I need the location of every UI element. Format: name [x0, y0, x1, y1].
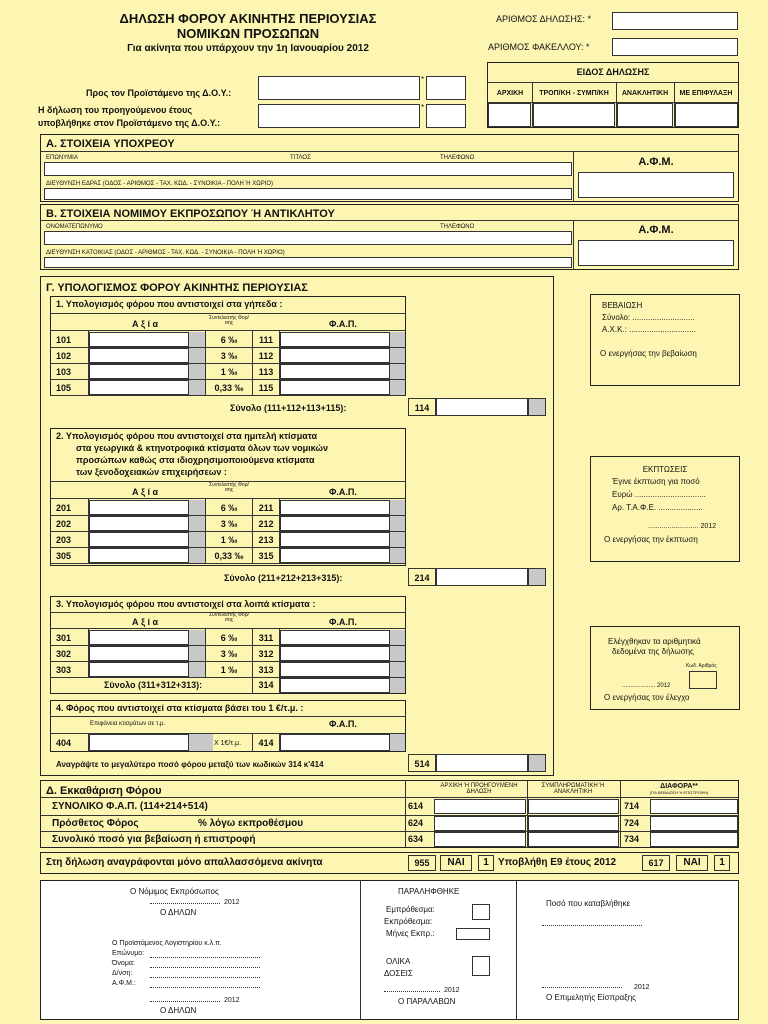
- table1-coef: Συντελεστής Φορ/σης: [209, 315, 249, 326]
- table3-row-out-code: 311: [258, 633, 274, 643]
- e9-code: 617: [648, 858, 664, 868]
- table2-row-value-field[interactable]: [89, 516, 189, 531]
- discount-officer: Ο ενεργήσας την έκπτωση: [604, 535, 698, 544]
- table4-title: 4. Φόρος που αντιστοιχεί στα κτίσματα βάσει του 1 €/τ.μ. :: [56, 703, 304, 713]
- table4-code: 404: [56, 738, 72, 748]
- acc-name: Όνομα:: [112, 960, 135, 967]
- table4-area-field[interactable]: [89, 734, 189, 751]
- collector-label: Ο Επιμελητής Είσπραξης: [546, 993, 637, 1002]
- table1-row-code: 102: [56, 351, 72, 361]
- a-phone-label: ΤΗΛΕΦΩΝΟ: [440, 155, 475, 161]
- doy-star: *: [421, 75, 425, 84]
- d-row-code-3: 734: [624, 834, 640, 844]
- table1-row-rate: 1 ‰: [220, 367, 238, 377]
- table3-row-fap-field[interactable]: [280, 662, 390, 677]
- table2-row-rate: 3 ‰: [220, 519, 238, 529]
- table2-row-fap-field[interactable]: [280, 500, 390, 515]
- max-field[interactable]: [436, 754, 528, 772]
- discount-date: .......................... 2012: [648, 523, 717, 530]
- table1-total-code: 114: [414, 403, 430, 413]
- table4-area-label: Επιφάνεια κτισμάτων σε τ.μ.: [90, 721, 166, 727]
- confirm-officer: Ο ενεργήσας την βεβαίωση: [600, 349, 697, 358]
- check-line-2: δεδομένα της δήλωσης: [612, 647, 694, 656]
- form-subtitle: Για ακίνητα που υπάρχουν την 1η Ιανουαρίου 2012: [127, 43, 369, 54]
- table1-row-rate: 3 ‰: [220, 351, 238, 361]
- d-row-field-2[interactable]: [528, 799, 619, 814]
- table1-axia: Α ξ ί α: [131, 319, 159, 329]
- d-row-label: Συνολικό ποσό για βεβαίωση ή επιστροφή: [52, 834, 256, 845]
- b-afm-field[interactable]: [578, 240, 734, 266]
- section-d-title: Δ. Εκκαθάριση Φόρου: [46, 785, 162, 797]
- collector-year: 2012: [634, 984, 650, 991]
- table2-row-rate: 6 ‰: [220, 503, 238, 513]
- table2-row-value-field[interactable]: [89, 548, 189, 563]
- prev-doy-label-2: υποβλήθηκε στον Προϊστάμενο της Δ.Ο.Υ.:: [38, 118, 221, 128]
- prev-doy-code-field[interactable]: [426, 104, 466, 128]
- late-months-label: Μήνες Εκπρ.:: [386, 929, 435, 938]
- table2-row-fap-field[interactable]: [280, 548, 390, 563]
- d-row-extra: % λόγω εκπροθέσμου: [198, 817, 304, 829]
- total-check[interactable]: [472, 956, 490, 976]
- form-title-2: ΝΟΜΙΚΩΝ ΠΡΟΣΩΠΩΝ: [176, 26, 320, 41]
- doy-label: Προς τον Προϊστάμενο της Δ.Ο.Υ.:: [86, 88, 232, 98]
- table2-title-3: προσώπων καθώς στα ιδιοχρησιμοποιούμενα κτίσματα: [76, 455, 315, 465]
- d-row-code-1: 634: [408, 834, 424, 844]
- late-months-field[interactable]: [456, 928, 490, 940]
- table2-axia: Α ξ ί α: [131, 487, 159, 497]
- table3-row-value-field[interactable]: [89, 630, 189, 645]
- b-afm-label: Α.Φ.Μ.: [638, 224, 674, 236]
- discount-title: ΕΚΠΤΩΣΕΙΣ: [642, 465, 688, 474]
- d-row-code-3: 724: [624, 817, 640, 828]
- table3-row-code: 301: [56, 633, 72, 643]
- table1-row-code: 103: [56, 367, 72, 377]
- table1-fap: Φ.Α.Π.: [329, 319, 357, 329]
- installments-label: ΔΟΣΕΙΣ: [384, 969, 413, 978]
- table1-row-fap-field[interactable]: [280, 364, 390, 379]
- prev-doy-star: *: [421, 103, 425, 112]
- table1-row-out-code: 111: [258, 335, 274, 345]
- table3-row-value-field[interactable]: [89, 662, 189, 677]
- d-row-field-3[interactable]: [650, 799, 738, 814]
- received-title: ΠΑΡΑΛΗΦΘΗΚΕ: [398, 887, 460, 896]
- decl-type-reserve: ΜΕ ΕΠΙΦΥΛΑΞΗ: [679, 90, 733, 97]
- table4-fap: Φ.Α.Π.: [329, 719, 357, 729]
- table2-row-rate: 1 ‰: [220, 535, 238, 545]
- table1-row-rate: 0,33 ‰: [214, 383, 244, 393]
- discount-line-3: Αρ. Τ.Α.Φ.Ε. ....................: [612, 503, 703, 512]
- table2-title-2: στα γεωργικά & κτηνοτροφικά κτίσματα όλων των νομικών: [76, 443, 328, 453]
- table2-total-label: Σύνολο (211+212+213+315):: [224, 573, 343, 583]
- a-address-label: ΔΙΕΥΘΥΝΣΗ ΕΔΡΑΣ (ΟΔΟΣ - ΑΡΙΘΜΟΣ - ΤΑΧ. ΚΩΔ. - ΣΥΝΟΙΚΙΑ - ΠΟΛΗ Ή ΧΩΡΙΟ): [46, 181, 274, 187]
- d-row-code-1: 624: [408, 817, 424, 828]
- exempt-1: 1: [483, 857, 489, 868]
- table1-row-out-code: 115: [258, 383, 274, 393]
- table1-total-label: Σύνολο (111+112+113+115):: [230, 403, 347, 413]
- decl-type-initial-check[interactable]: [488, 103, 531, 127]
- d-row-field-1[interactable]: [434, 832, 526, 847]
- declarant-year: 2012: [224, 997, 240, 1004]
- discount-line-2: Ευρώ ................................: [612, 490, 706, 499]
- legal-rep-label: Ο Νόμιμος Εκπρόσωπος: [130, 887, 219, 896]
- d-row-code-1: 614: [408, 801, 424, 811]
- table2-row-value-field[interactable]: [89, 500, 189, 515]
- a-afm-field[interactable]: [578, 172, 734, 198]
- d-col3: ΔΙΑΦΟΡΑ**: [660, 783, 698, 790]
- decl-type-title: ΕΙΔΟΣ ΔΗΛΩΣΗΣ: [576, 67, 650, 77]
- table2-coef: Συντελεστής Φορ/σης: [209, 482, 249, 493]
- section-a-title: Α. ΣΤΟΙΧΕΙΑ ΥΠΟΧΡΕΟΥ: [46, 138, 175, 150]
- table2-row-out-code: 212: [258, 519, 274, 529]
- d-row-code-3: 714: [624, 801, 640, 811]
- table4-mult: Χ 1€/τ.μ.: [214, 740, 242, 747]
- a-title-label: ΤΙΤΛΟΣ: [290, 155, 311, 161]
- declarant-2: Ο ΔΗΛΩΝ: [160, 1006, 197, 1015]
- d-col3-sub: (ΓΙΑ ΒΕΒΑΙΩΣΗ Ή ΕΠΙΣΤΡΟΦΗ): [649, 790, 709, 795]
- decl-type-reserve-check[interactable]: [675, 103, 738, 127]
- confirm-title: ΒΕΒΑΙΩΣΗ: [602, 301, 643, 310]
- d-col2: ΣΥΜΠΛΗΡΩΜΑΤΙΚΗ Ή ΑΝΑΚΛΗΤΙΚΗ: [541, 783, 605, 796]
- max-label: Αναγράψτε το μεγαλύτερο ποσό φόρου μεταξύ των κωδικών 314 κ'414: [56, 760, 324, 769]
- e9-1: 1: [719, 857, 725, 868]
- table1-title: 1. Υπολογισμός φόρου που αντιστοιχεί στα γήπεδα :: [56, 299, 283, 309]
- on-time-label: Εμπρόθεσμα:: [386, 905, 435, 914]
- table3-fap: Φ.Α.Π.: [329, 617, 357, 627]
- declarant-1: Ο ΔΗΛΩΝ: [160, 908, 197, 917]
- discount-line-1: Έγινε έκπτωση για ποσό: [612, 477, 700, 486]
- decl-no-field[interactable]: [612, 12, 738, 30]
- table3-total-label: Σύνολο (311+312+313):: [104, 680, 203, 690]
- a-name-field[interactable]: [44, 162, 572, 176]
- table3-row-fap-field[interactable]: [280, 630, 390, 645]
- late-label: Εκπρόθεσμα:: [384, 917, 433, 926]
- d-row-field-3[interactable]: [650, 816, 738, 831]
- table3-row-fap-field[interactable]: [280, 646, 390, 661]
- d-row-field-2[interactable]: [528, 816, 619, 831]
- table1-row-fap-field[interactable]: [280, 380, 390, 395]
- table3-row-code: 302: [56, 649, 72, 659]
- decl-type-amend: ΤΡΟΠ/ΚΗ - ΣΥΜΠ/ΚΗ: [539, 90, 609, 97]
- exempt-code: 955: [414, 858, 430, 868]
- table1-row-out-code: 113: [258, 367, 274, 377]
- table2-row-code: 203: [56, 535, 72, 545]
- table2-row-rate: 0,33 ‰: [214, 551, 244, 561]
- section-b-title: Β. ΣΤΟΙΧΕΙΑ ΝΟΜΙΜΟΥ ΕΚΠΡΟΣΩΠΟΥ Ή ΑΝΤΙΚΛΗΤΟΥ: [46, 208, 335, 220]
- table2-row-out-code: 315: [258, 551, 274, 561]
- exempt-yes-label: ΝΑΙ: [447, 857, 465, 868]
- d-row-field-1[interactable]: [434, 799, 526, 814]
- table2-title-4: των ξενοδοχειακών επιχειρήσεων :: [76, 467, 227, 477]
- e9-label: Υποβλήθη Ε9 έτους 2012: [498, 857, 617, 868]
- table1-row-fap-field[interactable]: [280, 332, 390, 347]
- receiver-label: Ο ΠΑΡΑΛΑΒΩΝ: [398, 997, 456, 1006]
- table2-total-field[interactable]: [436, 568, 528, 586]
- table3-row-value-field[interactable]: [89, 646, 189, 661]
- table2-row-fap-field[interactable]: [280, 516, 390, 531]
- table1-row-value-field[interactable]: [89, 348, 189, 363]
- decl-no-label: ΑΡΙΘΜΟΣ ΔΗΛΩΣΗΣ: *: [496, 14, 591, 24]
- table3-coef: Συντελεστής Φορ/σης: [209, 612, 249, 623]
- table3-total-field[interactable]: [280, 678, 390, 693]
- table1-row-fap-field[interactable]: [280, 348, 390, 363]
- b-name-label: ΟΝΟΜΑΤΕΠΩΝΥΜΟ: [46, 224, 103, 230]
- exempt-label: Στη δήλωση αναγράφονται μόνο απαλλασσόμενα ακίνητα: [46, 857, 323, 868]
- table2-row-code: 202: [56, 519, 72, 529]
- table3-row-rate: 1 ‰: [220, 665, 238, 675]
- table4-out: 414: [258, 738, 274, 748]
- form-title: ΔΗΛΩΣΗ ΦΟΡΟΥ ΑΚΙΝΗΤΗΣ ΠΕΡΙΟΥΣΙΑΣ: [119, 11, 377, 26]
- table2-row-code: 201: [56, 503, 72, 513]
- table1-row-out-code: 112: [258, 351, 274, 361]
- max-code: 514: [414, 759, 430, 769]
- b-phone-label: ΤΗΛΕΦΩΝΟ: [440, 224, 475, 230]
- acc-surname: Επώνυμο:: [112, 950, 145, 957]
- table1-row-value-field[interactable]: [89, 380, 189, 395]
- table2-row-value-field[interactable]: [89, 532, 189, 547]
- check-code-field[interactable]: [689, 671, 717, 689]
- prev-doy-field[interactable]: [258, 104, 420, 128]
- check-code-label: Κωδ. Αριθμός: [686, 663, 717, 669]
- table3-row-out-code: 313: [258, 665, 274, 675]
- table3-row-rate: 3 ‰: [220, 649, 238, 659]
- e9-yes-label: ΝΑΙ: [683, 857, 701, 868]
- table2-title-1: 2. Υπολογισμός φόρου που αντιστοιχεί στα ημιτελή κτίσματα: [56, 431, 318, 441]
- table3-axia: Α ξ ί α: [131, 617, 159, 627]
- paid-amount-label: Ποσό που καταβλήθηκε: [546, 899, 631, 908]
- a-name-label: ΕΠΩΝΥΜΙΑ: [46, 155, 78, 161]
- confirm-axk: Α.Χ.Κ.: ..............................: [602, 325, 696, 334]
- decl-type-amend-check[interactable]: [533, 103, 615, 127]
- on-time-check[interactable]: [472, 904, 490, 920]
- table4-fap-field[interactable]: [280, 734, 390, 751]
- table2-fap: Φ.Α.Π.: [329, 487, 357, 497]
- doy-code-field[interactable]: [426, 76, 466, 100]
- table1-total-field[interactable]: [436, 398, 528, 416]
- b-name-field[interactable]: [44, 231, 572, 245]
- table3-row-code: 303: [56, 665, 72, 675]
- b-address-label: ΔΙΕΥΘΥΝΣΗ ΚΑΤΟΙΚΙΑΣ (ΟΔΟΣ - ΑΡΙΘΜΟΣ - ΤΑΧ. ΚΩΔ. - ΣΥΝΟΙΚΙΑ - ΠΟΛΗ Ή ΧΩΡΙΟ): [46, 250, 285, 256]
- decl-type-revoke-check[interactable]: [617, 103, 673, 127]
- table3-row-rate: 6 ‰: [220, 633, 238, 643]
- d-row-field-3[interactable]: [650, 832, 738, 847]
- table1-row-code: 101: [56, 335, 72, 345]
- accountant-label: Ο Προϊστάμενος Λογιστηρίου κ.λ.π.: [112, 940, 222, 947]
- check-date: .................... 2012: [622, 683, 671, 689]
- doy-field[interactable]: [258, 76, 420, 100]
- d-row-label: Πρόσθετος Φόρος: [52, 817, 139, 829]
- decl-type-initial: ΑΡΧΙΚΗ: [496, 90, 524, 97]
- prev-doy-label-1: Η δήλωση του προηγούμενου έτους: [38, 105, 193, 115]
- table1-row-code: 105: [56, 383, 72, 393]
- a-afm-label: Α.Φ.Μ.: [638, 156, 674, 168]
- total-label: ΟΛΙΚΑ: [386, 957, 411, 966]
- confirm-total: Σύνολο: ............................: [602, 313, 695, 322]
- acc-afm: Α.Φ.Μ.:: [112, 980, 136, 987]
- decl-type-revoke: ΑΝΑΚΛΗΤΙΚΗ: [621, 90, 669, 97]
- table2-row-fap-field[interactable]: [280, 532, 390, 547]
- receiver-year: 2012: [444, 987, 460, 994]
- table2-row-out-code: 211: [258, 503, 274, 513]
- table3-total-code: 314: [258, 680, 274, 690]
- d-row-field-1[interactable]: [434, 816, 526, 831]
- table3-title: 3. Υπολογισμός φόρου που αντιστοιχεί στα λοιπά κτίσματα :: [56, 599, 316, 609]
- table2-row-code: 305: [56, 551, 72, 561]
- d-row-field-2[interactable]: [528, 832, 619, 847]
- section-c-title: Γ. ΥΠΟΛΟΓΙΣΜΟΣ ΦΟΡΟΥ ΑΚΙΝΗΤΗΣ ΠΕΡΙΟΥΣΙΑΣ: [46, 282, 308, 294]
- d-row-label: ΣΥΝΟΛΙΚΟ Φ.Α.Π. (114+214+514): [52, 801, 208, 812]
- check-officer: Ο ενεργήσας τον έλεγχο: [604, 693, 690, 702]
- file-no-field[interactable]: [612, 38, 738, 56]
- check-line-1: Ελέγχθηκαν τα αριθμητικά: [608, 637, 701, 646]
- legal-rep-year: 2012: [224, 899, 240, 906]
- b-address-field[interactable]: [44, 257, 572, 268]
- file-no-label: ΑΡΙΘΜΟΣ ΦΑΚΕΛΛΟΥ: *: [488, 42, 590, 52]
- a-address-field[interactable]: [44, 188, 572, 200]
- table1-row-value-field[interactable]: [89, 332, 189, 347]
- d-col1: ΑΡΧΙΚΗ Ή ΠΡΟΗΓΟΥΜΕΝΗ ΔΗΛΩΣΗ: [440, 783, 518, 796]
- table3-row-out-code: 312: [258, 649, 274, 659]
- table1-row-value-field[interactable]: [89, 364, 189, 379]
- acc-address: Δ/νση:: [112, 970, 133, 977]
- table2-total-code: 214: [414, 573, 430, 583]
- table2-row-out-code: 213: [258, 535, 274, 545]
- table1-row-rate: 6 ‰: [220, 335, 238, 345]
